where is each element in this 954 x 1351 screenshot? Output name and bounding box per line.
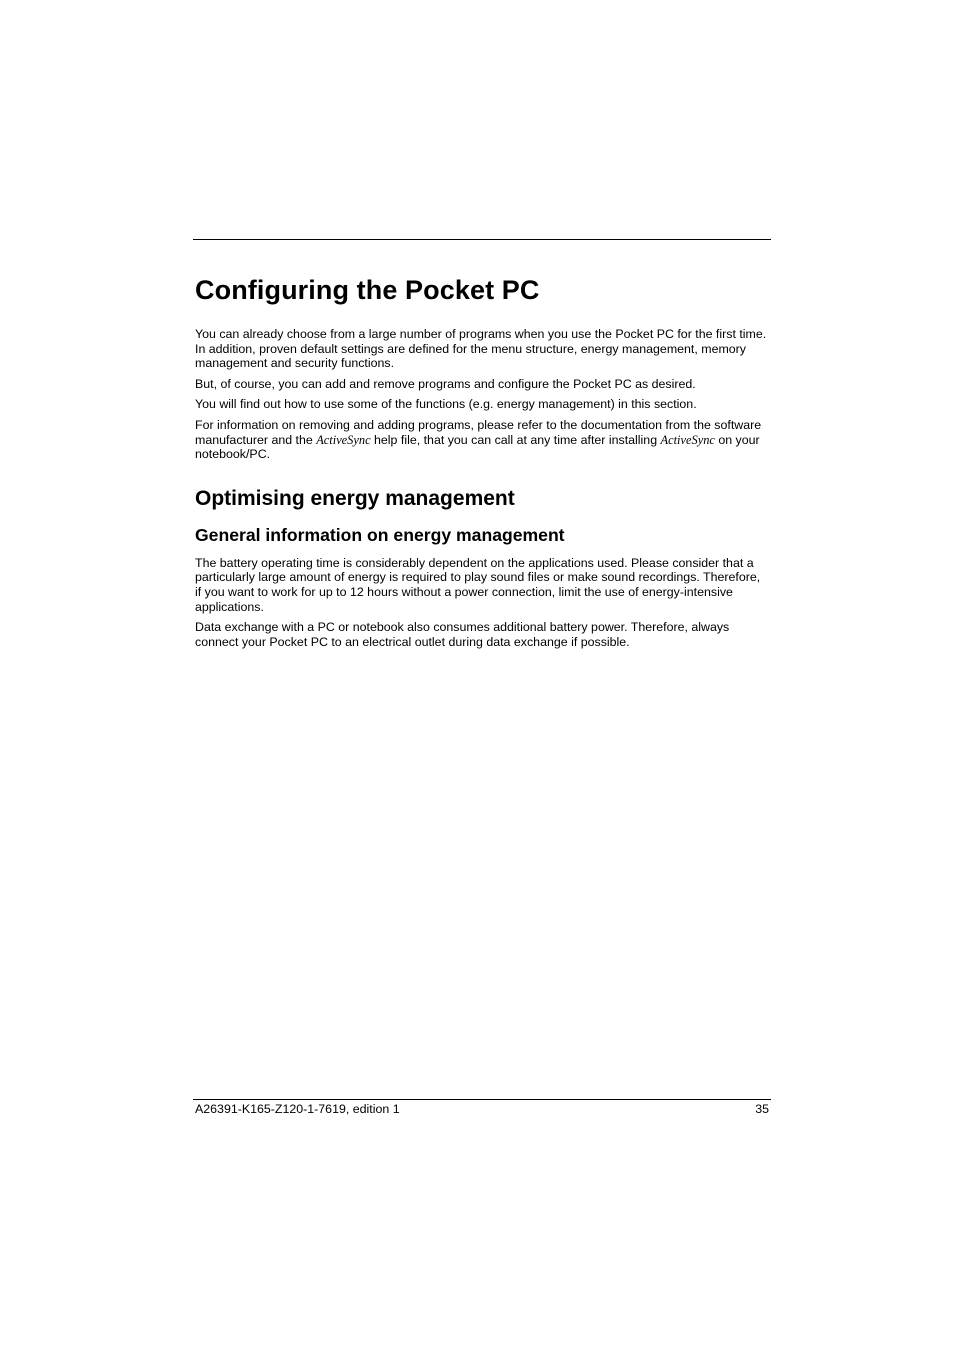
footer-document-id: A26391-K165-Z120-1-7619, edition 1 <box>195 1102 400 1116</box>
page-content <box>195 272 767 655</box>
page-title: Configuring the Pocket PC <box>195 275 540 305</box>
removing-programs-text-3: on your notebook/PC. <box>195 432 760 462</box>
intro-paragraph-1: You can already choose from a large number of programs when you use the Pocket PC for the first time. In addition, proven default settings are defined for the menu structure, energy management, memory management and security functions. <box>195 327 767 371</box>
energy-paragraph-1: The battery operating time is considerably dependent on the applications used. Please consider that a particularly large amount of energy is required to play sound files or make sound recordings. Therefore, if you want to work for up to 12 hours without a power connection, limit the use of energy-intensive applications. <box>195 555 761 614</box>
intro-paragraph-3: You will find out how to use some of the functions (e.g. energy management) in this section. <box>195 397 697 412</box>
header-rule <box>193 239 771 240</box>
removing-programs-text-2: help file, that you can call at any time after installing <box>370 432 661 447</box>
activesync-product-name: ActiveSync <box>316 432 371 447</box>
footer-rule <box>193 1099 771 1100</box>
intro-paragraph-2: But, of course, you can add and remove programs and configure the Pocket PC as desired. <box>195 376 696 391</box>
section-heading: Optimising energy management <box>195 486 515 510</box>
energy-paragraph-2: Data exchange with a PC or notebook also consumes additional battery power. Therefore, always connect your Pocket PC to an electrical outlet during data exchange if possible. <box>195 620 730 649</box>
removing-programs-paragraph <box>195 418 767 462</box>
subsection-heading: General information on energy management <box>195 524 565 545</box>
footer-page-number: 35 <box>755 1102 769 1116</box>
activesync-product-name: ActiveSync <box>660 432 715 447</box>
removing-programs-text-1: For information on removing and adding programs, please refer to the documentation from the software manufacturer and the <box>195 417 762 447</box>
